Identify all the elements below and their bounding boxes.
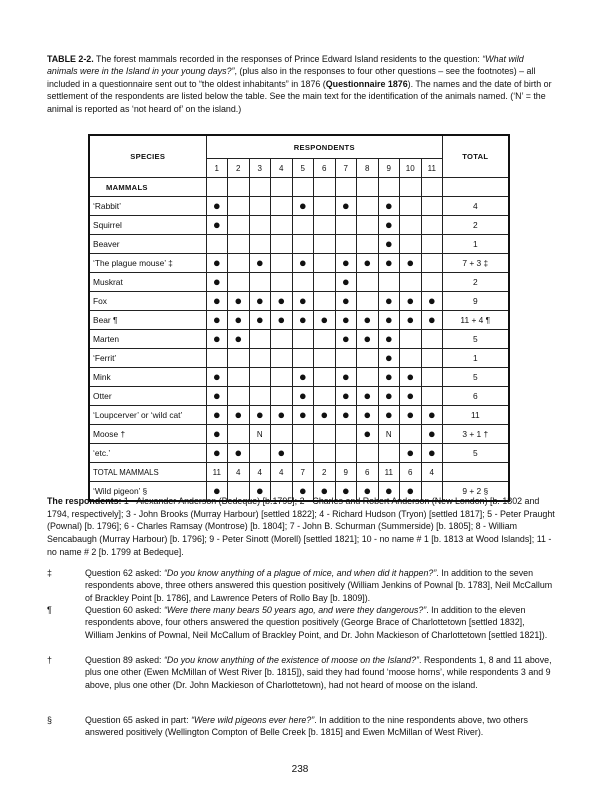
species-name: ‘The plague mouse’ ‡ xyxy=(89,254,206,273)
presence-dot: ● xyxy=(249,406,271,425)
empty-cell xyxy=(271,178,293,197)
respondent-number: 7 xyxy=(335,159,357,178)
presence-dot: ● xyxy=(314,482,336,502)
cell-value xyxy=(292,273,314,292)
species-name: Mink xyxy=(89,368,206,387)
footnote xyxy=(47,654,555,691)
cell-value xyxy=(378,273,400,292)
empty-cell xyxy=(206,178,228,197)
cell-value xyxy=(357,216,379,235)
table-row xyxy=(89,216,509,235)
cell-value xyxy=(378,444,400,463)
table-caption xyxy=(47,53,555,115)
table-row xyxy=(89,368,509,387)
cell-value xyxy=(314,387,336,406)
presence-dot: ● xyxy=(335,311,357,330)
species-header: SPECIES xyxy=(89,135,206,178)
row-total xyxy=(443,463,509,482)
empty-cell xyxy=(357,178,379,197)
presence-dot: ● xyxy=(206,482,228,502)
cell-value xyxy=(292,216,314,235)
presence-dot: ● xyxy=(400,311,422,330)
cell-value: 2 xyxy=(314,463,336,482)
cell-value xyxy=(292,235,314,254)
mammals-table xyxy=(88,134,510,502)
cell-value xyxy=(249,444,271,463)
presence-dot: ● xyxy=(206,444,228,463)
cell-value xyxy=(400,330,422,349)
cell-value xyxy=(314,330,336,349)
respondent-number: 10 xyxy=(400,159,422,178)
presence-dot: ● xyxy=(249,292,271,311)
empty-cell xyxy=(314,178,336,197)
cell-value xyxy=(249,349,271,368)
cell-value xyxy=(314,425,336,444)
presence-dot: ● xyxy=(228,292,250,311)
presence-dot: ● xyxy=(400,368,422,387)
species-name: Beaver xyxy=(89,235,206,254)
cell-value xyxy=(228,425,250,444)
row-total: 3 + 1 † xyxy=(443,425,509,444)
footnote xyxy=(47,714,555,739)
presence-dot: ● xyxy=(335,368,357,387)
cell-value: 11 xyxy=(206,463,228,482)
cell-value xyxy=(357,349,379,368)
footnote-rest: . In addition to the seven respondents above, three others answered this question positively (William Jenkins of Pownal [b. 1783], Neil McCallum of Brackley Point [b. 1786], and Lawrence Peters of Rollo Bay [b. 1809]). xyxy=(85,568,553,603)
respondents-list xyxy=(47,495,555,559)
cell-value xyxy=(421,273,443,292)
cell-value xyxy=(292,444,314,463)
cell-value xyxy=(421,349,443,368)
row-total: 2 xyxy=(443,273,509,292)
cell-value xyxy=(271,235,293,254)
presence-dot: ● xyxy=(228,406,250,425)
cell-value xyxy=(335,349,357,368)
empty-cell xyxy=(378,178,400,197)
caption-reference: Questionnaire 1876 xyxy=(325,78,408,89)
footnote xyxy=(47,567,555,604)
presence-dot: ● xyxy=(271,444,293,463)
presence-dot: ● xyxy=(206,273,228,292)
presence-dot: ● xyxy=(400,482,422,502)
footnote-rest: . Respondents 1, 8 and 11 above, plus one other (Ewen McMillan of West River [b. 1815]), said they had found ‘moose horns’, while respondents 3 and 9 above, plus one other (Dr. John Mackieson of Charlottetown), had not heard of moose on the island. xyxy=(85,655,552,690)
cell-value xyxy=(421,387,443,406)
caption-label: TABLE 2-2. xyxy=(47,54,94,64)
respondent-number: 11 xyxy=(421,159,443,178)
table-row xyxy=(89,273,509,292)
cell-value xyxy=(400,273,422,292)
cell-value xyxy=(335,425,357,444)
row-total: 5 xyxy=(443,330,509,349)
presence-dot: ● xyxy=(378,235,400,254)
cell-value xyxy=(421,216,443,235)
cell-value xyxy=(271,254,293,273)
respondent-number: 4 xyxy=(271,159,293,178)
cell-value xyxy=(292,330,314,349)
cell-value xyxy=(271,368,293,387)
row-total: 5 xyxy=(443,368,509,387)
caption-text-2: , (plus also in the responses to four other questions – see the footnotes) – all included in a questionnaire sent out to “the oldest inhabitants” in 1876 ( xyxy=(47,66,536,89)
species-name: Bear ¶ xyxy=(89,311,206,330)
table-row xyxy=(89,311,509,330)
empty-cell xyxy=(443,178,509,197)
presence-dot: ● xyxy=(206,387,228,406)
row-total: 11 xyxy=(443,406,509,425)
cell-value xyxy=(271,387,293,406)
cell-value xyxy=(400,216,422,235)
table-row xyxy=(89,463,509,482)
presence-dot: ● xyxy=(228,330,250,349)
presence-dot: ● xyxy=(206,197,228,216)
cell-value: N xyxy=(378,425,400,444)
cell-value xyxy=(249,387,271,406)
cell-value xyxy=(400,235,422,254)
section-label: MAMMALS xyxy=(89,178,206,197)
presence-dot: ● xyxy=(292,254,314,273)
presence-dot: ● xyxy=(378,387,400,406)
presence-dot: ● xyxy=(357,387,379,406)
table-row xyxy=(89,387,509,406)
cell-value xyxy=(271,349,293,368)
total-header: TOTAL xyxy=(443,135,509,178)
presence-dot: ● xyxy=(400,387,422,406)
row-total: 11 + 4 ¶ xyxy=(443,311,509,330)
row-total: 2 xyxy=(443,216,509,235)
species-name: ‘Ferrit’ xyxy=(89,349,206,368)
presence-dot: ● xyxy=(206,330,228,349)
cell-value xyxy=(228,254,250,273)
cell-value xyxy=(357,292,379,311)
presence-dot: ● xyxy=(421,311,443,330)
footnote-rest: . In addition to the nine respondents above, two others answered positively (Wellington Compton of Belle Creek [b. 1815] and Ewen McMillan of West River). xyxy=(85,715,528,738)
presence-dot: ● xyxy=(271,292,293,311)
cell-value xyxy=(249,368,271,387)
empty-cell xyxy=(249,178,271,197)
species-name: TOTAL MAMMALS xyxy=(89,463,206,482)
footnote-text xyxy=(85,654,555,691)
respondent-number: 2 xyxy=(228,159,250,178)
empty-cell xyxy=(421,178,443,197)
footnote-quote: “Do you know anything of a plague of mice, and when did it happen?” xyxy=(163,568,437,578)
cell-value xyxy=(249,273,271,292)
footnote xyxy=(47,604,555,641)
cell-value xyxy=(357,273,379,292)
presence-dot: ● xyxy=(335,387,357,406)
cell-value xyxy=(228,235,250,254)
cell-value: 9 xyxy=(335,463,357,482)
presence-dot: ● xyxy=(292,368,314,387)
presence-dot: ● xyxy=(271,311,293,330)
table-row xyxy=(89,292,509,311)
row-total: 5 xyxy=(443,444,509,463)
cell-value xyxy=(421,254,443,273)
cell-value: 4 xyxy=(271,463,293,482)
cell-value xyxy=(206,349,228,368)
footnote-text xyxy=(85,604,555,641)
cell-value xyxy=(314,235,336,254)
caption-question: “What wild animals were in the Island in your young days?” xyxy=(47,54,524,77)
presence-dot: ● xyxy=(378,216,400,235)
cell-value xyxy=(206,235,228,254)
cell-value xyxy=(314,349,336,368)
presence-dot: ● xyxy=(400,292,422,311)
presence-dot: ● xyxy=(206,254,228,273)
footnote-quote: “Were there many bears 50 years ago, and were they dangerous?” xyxy=(163,605,427,615)
presence-dot: ● xyxy=(206,368,228,387)
presence-dot: ● xyxy=(357,482,379,502)
presence-dot: ● xyxy=(421,444,443,463)
presence-dot: ● xyxy=(357,254,379,273)
cell-value xyxy=(292,425,314,444)
footnote-text xyxy=(85,567,555,604)
cell-value xyxy=(421,235,443,254)
footnote-symbol: ¶ xyxy=(47,605,52,615)
presence-dot: ● xyxy=(378,406,400,425)
presence-dot: ● xyxy=(206,406,228,425)
cell-value xyxy=(271,216,293,235)
presence-dot: ● xyxy=(292,292,314,311)
cell-value xyxy=(421,197,443,216)
table-row xyxy=(89,235,509,254)
row-total: 6 xyxy=(443,387,509,406)
species-name: ‘Loupcerver’ or ‘wild cat’ xyxy=(89,406,206,425)
cell-value xyxy=(271,273,293,292)
presence-dot: ● xyxy=(378,330,400,349)
cell-value xyxy=(335,235,357,254)
respondent-number: 1 xyxy=(206,159,228,178)
presence-dot: ● xyxy=(400,406,422,425)
presence-dot: ● xyxy=(228,444,250,463)
presence-dot: ● xyxy=(292,406,314,425)
cell-value xyxy=(314,273,336,292)
species-name: Marten xyxy=(89,330,206,349)
footnote-lead: Question 60 asked: xyxy=(85,605,164,615)
presence-dot: ● xyxy=(228,311,250,330)
footnote-symbol: † xyxy=(47,655,52,665)
cell-value xyxy=(228,216,250,235)
species-name: ‘Wild pigeon’ § xyxy=(89,482,206,502)
presence-dot: ● xyxy=(249,482,271,502)
cell-value xyxy=(249,235,271,254)
presence-dot: ● xyxy=(206,425,228,444)
presence-dot: ● xyxy=(400,444,422,463)
cell-value: N xyxy=(249,425,271,444)
presence-dot: ● xyxy=(335,330,357,349)
cell-value xyxy=(357,444,379,463)
footnote-lead: Question 89 asked: xyxy=(85,655,164,665)
presence-dot: ● xyxy=(378,197,400,216)
presence-dot: ● xyxy=(335,197,357,216)
empty-cell xyxy=(292,178,314,197)
caption-text-1: The forest mammals recorded in the responses of Prince Edward Island residents to the question: xyxy=(93,54,483,64)
footnote-text xyxy=(85,714,555,739)
presence-dot: ● xyxy=(249,254,271,273)
footnote-quote: “Do you know anything of the existence of moose on the Island?” xyxy=(163,655,420,665)
cell-value xyxy=(314,444,336,463)
empty-cell xyxy=(400,178,422,197)
cell-value xyxy=(228,387,250,406)
presence-dot: ● xyxy=(314,406,336,425)
presence-dot: ● xyxy=(335,254,357,273)
cell-value: 6 xyxy=(400,463,422,482)
respondent-number: 6 xyxy=(314,159,336,178)
species-name: Muskrat xyxy=(89,273,206,292)
cell-value xyxy=(271,425,293,444)
empty-cell xyxy=(228,178,250,197)
cell-value xyxy=(400,349,422,368)
empty-cell xyxy=(335,178,357,197)
table-row xyxy=(89,425,509,444)
cell-value xyxy=(357,368,379,387)
row-total: 1 xyxy=(443,235,509,254)
respondents-text: 1 - Alexander Anderson (Bedeque) [b.1795]; 2 - Charles and Robert Anderson (New London) [b. 1802 and 1794, respectively]; 3 - John Brooks (Murray Harbour) [settled 1822]; 4 - Richard Hudson (Tryon) [settled 1817]; 5 - Peter Praught (Pownal) [b. 1796]; 6 - Charles Ramsay (Montrose) [b. 1804]; 7 - John B. Schurman (Summerside) [b. 1805]; 8 - William Sencabaugh (Murray Harbour) [b. 1796]; 9 - Peter Sinott (Morell) [settled 1821]; 10 - no name # 1 [b. 1813 at Wood Islands]; 11 - no name # 2 [b. 1799 at Bedeque]. xyxy=(47,496,555,557)
cell-value xyxy=(228,197,250,216)
respondents-heading: The respondents: xyxy=(47,496,122,506)
species-name: ‘Rabbit’ xyxy=(89,197,206,216)
presence-dot: ● xyxy=(357,311,379,330)
presence-dot: ● xyxy=(206,216,228,235)
cell-value xyxy=(400,197,422,216)
table-row xyxy=(89,197,509,216)
table-row xyxy=(89,444,509,463)
footnote-rest: . In addition to the eleven respondents above, four others answered the question positively (George Brace of Charlottetown [settled 1832], William Jenkins of Pownal, Neil McCallum of Brackley Point, and Dr. John Mackieson of Charlottetown [settled 1821]). xyxy=(85,605,548,640)
page-number: 238 xyxy=(291,764,309,775)
cell-value xyxy=(400,425,422,444)
presence-dot: ● xyxy=(378,349,400,368)
footnote-lead: Question 65 asked in part: xyxy=(85,715,192,725)
presence-dot: ● xyxy=(421,292,443,311)
presence-dot: ● xyxy=(357,425,379,444)
presence-dot: ● xyxy=(292,482,314,502)
cell-value xyxy=(228,368,250,387)
species-name: Fox xyxy=(89,292,206,311)
presence-dot: ● xyxy=(292,197,314,216)
respondent-number: 3 xyxy=(249,159,271,178)
cell-value xyxy=(421,368,443,387)
presence-dot: ● xyxy=(292,311,314,330)
presence-dot: ● xyxy=(378,292,400,311)
presence-dot: ● xyxy=(357,330,379,349)
row-total: 4 xyxy=(443,197,509,216)
presence-dot: ● xyxy=(357,406,379,425)
cell-value: 4 xyxy=(228,463,250,482)
presence-dot: ● xyxy=(249,311,271,330)
row-total: 9 xyxy=(443,292,509,311)
footnote-symbol: ‡ xyxy=(47,568,52,578)
cell-value xyxy=(314,197,336,216)
presence-dot: ● xyxy=(378,368,400,387)
footnote-quote: “Were wild pigeons ever here?” xyxy=(191,715,315,725)
row-total: 9 + 2 § xyxy=(443,482,509,502)
cell-value xyxy=(314,216,336,235)
cell-value xyxy=(249,216,271,235)
cell-value xyxy=(314,292,336,311)
cell-value xyxy=(335,216,357,235)
presence-dot: ● xyxy=(335,292,357,311)
cell-value xyxy=(249,197,271,216)
cell-value: 11 xyxy=(378,463,400,482)
row-total: 1 xyxy=(443,349,509,368)
presence-dot: ● xyxy=(314,311,336,330)
table-row xyxy=(89,349,509,368)
cell-value: 6 xyxy=(357,463,379,482)
presence-dot: ● xyxy=(206,311,228,330)
presence-dot: ● xyxy=(378,482,400,502)
presence-dot: ● xyxy=(400,254,422,273)
presence-dot: ● xyxy=(378,254,400,273)
presence-dot: ● xyxy=(421,406,443,425)
footnote-symbol: § xyxy=(47,715,52,725)
cell-value: 4 xyxy=(421,463,443,482)
presence-dot: ● xyxy=(335,406,357,425)
cell-value xyxy=(314,254,336,273)
caption-text-3: ). The names and the date of birth or settlement of the respondents are listed below the table. See the main text for the identification of the animals named. (‘N’ = the animal is reported as ‘not heard of’ on the island.) xyxy=(47,78,552,114)
species-name: Squirrel xyxy=(89,216,206,235)
species-name: Moose † xyxy=(89,425,206,444)
presence-dot: ● xyxy=(271,406,293,425)
cell-value xyxy=(421,330,443,349)
respondent-number: 8 xyxy=(357,159,379,178)
presence-dot: ● xyxy=(335,273,357,292)
cell-value: 4 xyxy=(249,463,271,482)
presence-dot: ● xyxy=(378,311,400,330)
presence-dot: ● xyxy=(335,482,357,502)
cell-value xyxy=(271,197,293,216)
presence-dot: ● xyxy=(206,292,228,311)
cell-value xyxy=(249,330,271,349)
respondent-number: 9 xyxy=(378,159,400,178)
presence-dot: ● xyxy=(421,425,443,444)
cell-value xyxy=(335,444,357,463)
table-row xyxy=(89,254,509,273)
cell-value xyxy=(271,330,293,349)
cell-value xyxy=(314,368,336,387)
respondents-header: RESPONDENTS xyxy=(206,135,443,159)
presence-dot: ● xyxy=(292,387,314,406)
table-row xyxy=(89,330,509,349)
respondent-number: 5 xyxy=(292,159,314,178)
species-name: ‘etc.’ xyxy=(89,444,206,463)
footnote-lead: Question 62 asked: xyxy=(85,568,164,578)
cell-value xyxy=(357,197,379,216)
cell-value xyxy=(228,349,250,368)
species-name: Otter xyxy=(89,387,206,406)
cell-value xyxy=(228,273,250,292)
cell-value xyxy=(357,235,379,254)
row-total: 7 + 3 ‡ xyxy=(443,254,509,273)
cell-value xyxy=(292,349,314,368)
table-row xyxy=(89,406,509,425)
cell-value: 7 xyxy=(292,463,314,482)
